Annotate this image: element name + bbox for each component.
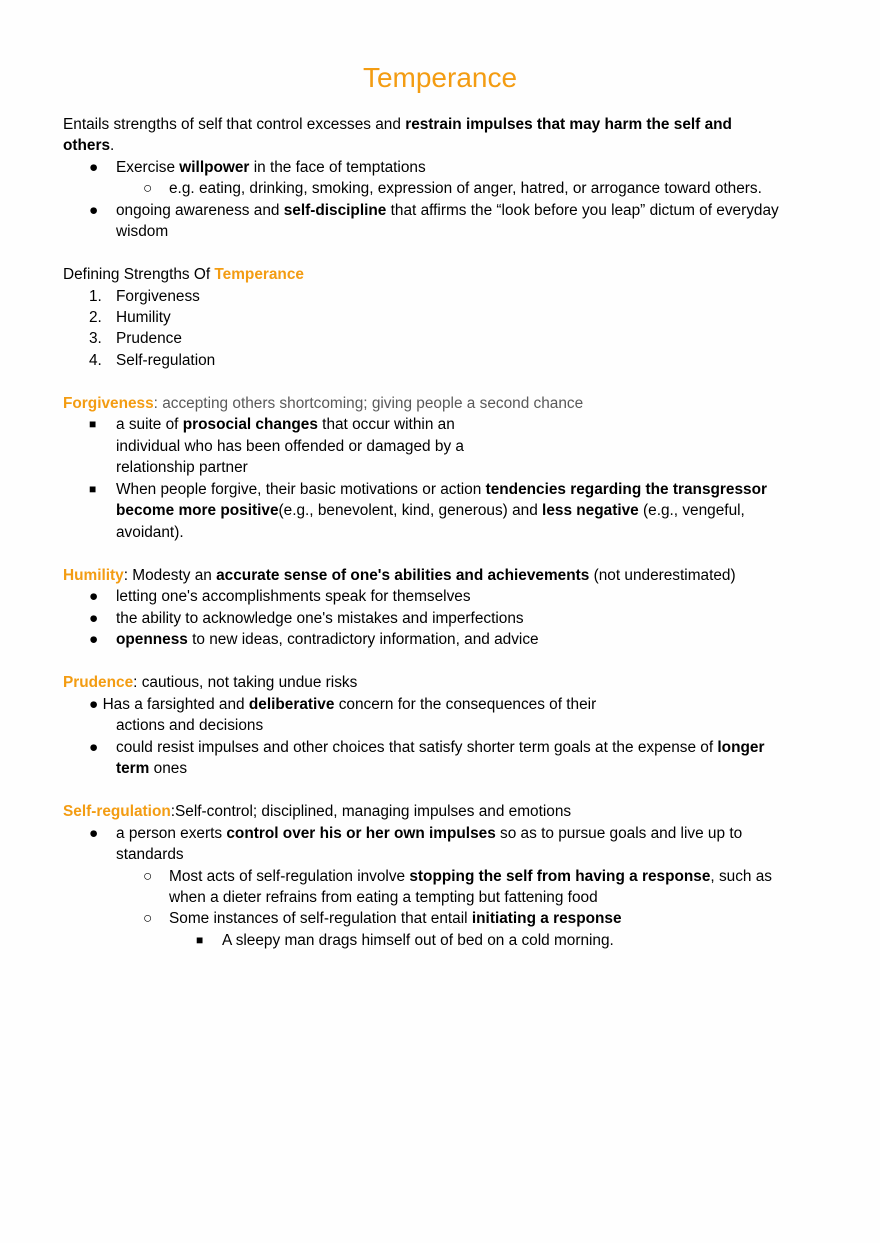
- list-item: Some instances of self-regulation that entail initiating a response: [169, 910, 622, 927]
- list-number: 4.: [89, 352, 102, 369]
- bullet-marker: ●: [89, 610, 99, 627]
- list-number: 3.: [89, 330, 102, 347]
- bullet-marker: ●: [89, 588, 99, 605]
- list-item: ● Has a farsighted and deliberative concern for the consequences of their: [89, 696, 597, 713]
- list-item: Self-regulation: [116, 352, 216, 369]
- list-item: could resist impulses and other choices that satisfy shorter term goals at the expense of longer: [116, 739, 765, 756]
- list-item: Most acts of self-regulation involve stopping the self from having a response, such as: [169, 868, 772, 885]
- list-item: openness to new ideas, contradictory information, and advice: [116, 631, 539, 648]
- list-item: When people forgive, their basic motivations or action tendencies regarding the transgressor: [116, 481, 767, 498]
- circle-marker: ○: [143, 868, 153, 885]
- defining-heading: Defining Strengths Of Temperance: [63, 266, 304, 283]
- list-item: A sleepy man drags himself out of bed on a cold morning.: [222, 932, 614, 949]
- list-item: Exercise willpower in the face of temptations: [116, 159, 426, 176]
- list-item: ongoing awareness and self-discipline that affirms the “look before you leap” dictum of everyday: [116, 202, 779, 219]
- page-title: Temperance: [362, 62, 518, 93]
- list-item-continuation: avoidant).: [116, 524, 184, 541]
- forgiveness-heading: Forgiveness: accepting others shortcoming; giving people a second chance: [63, 395, 584, 412]
- list-item-continuation: wisdom: [116, 223, 169, 240]
- selfreg-heading: Self-regulation:Self-control; disciplined, managing impulses and emotions: [63, 803, 572, 820]
- list-number: 1.: [89, 288, 102, 305]
- list-number: 2.: [89, 309, 102, 326]
- bullet-marker: ●: [89, 159, 99, 176]
- list-item: Humility: [116, 309, 171, 326]
- list-item: a person exerts control over his or her own impulses so as to pursue goals and live up to: [116, 825, 743, 842]
- circle-marker: ○: [143, 180, 153, 197]
- list-item-continuation: actions and decisions: [116, 717, 264, 734]
- intro-line-2: others.: [63, 137, 115, 154]
- bullet-marker: ●: [89, 631, 99, 648]
- circle-marker: ○: [143, 910, 153, 927]
- list-item: the ability to acknowledge one's mistakes and imperfections: [116, 610, 524, 627]
- list-item: Forgiveness: [116, 288, 200, 305]
- list-item: a suite of prosocial changes that occur within an: [116, 416, 455, 433]
- intro-line-1: Entails strengths of self that control excesses and restrain impulses that may harm the self and: [63, 116, 732, 133]
- list-item-continuation: standards: [116, 846, 184, 863]
- list-item-continuation: when a dieter refrains from eating a tempting but fattening food: [169, 889, 598, 906]
- list-item-continuation: individual who has been offended or damaged by a: [116, 438, 464, 455]
- list-item: e.g. eating, drinking, smoking, expression of anger, hatred, or arrogance toward others.: [169, 180, 762, 197]
- square-marker: ■: [89, 417, 97, 431]
- bullet-marker: ●: [89, 202, 99, 219]
- humility-heading: Humility: Modesty an accurate sense of one's abilities and achievements (not underestimated): [63, 567, 736, 584]
- list-item-continuation: term ones: [116, 760, 188, 777]
- square-marker: ■: [89, 482, 97, 496]
- bullet-marker: ●: [89, 739, 99, 756]
- prudence-heading: Prudence: cautious, not taking undue risks: [63, 674, 358, 691]
- list-item-continuation: relationship partner: [116, 459, 248, 476]
- bullet-marker: ●: [89, 825, 99, 842]
- list-item: letting one's accomplishments speak for themselves: [116, 588, 471, 605]
- list-item: Prudence: [116, 330, 182, 347]
- square-marker: ■: [196, 933, 204, 947]
- list-item-continuation: become more positive(e.g., benevolent, kind, generous) and less negative (e.g., vengeful,: [116, 502, 745, 519]
